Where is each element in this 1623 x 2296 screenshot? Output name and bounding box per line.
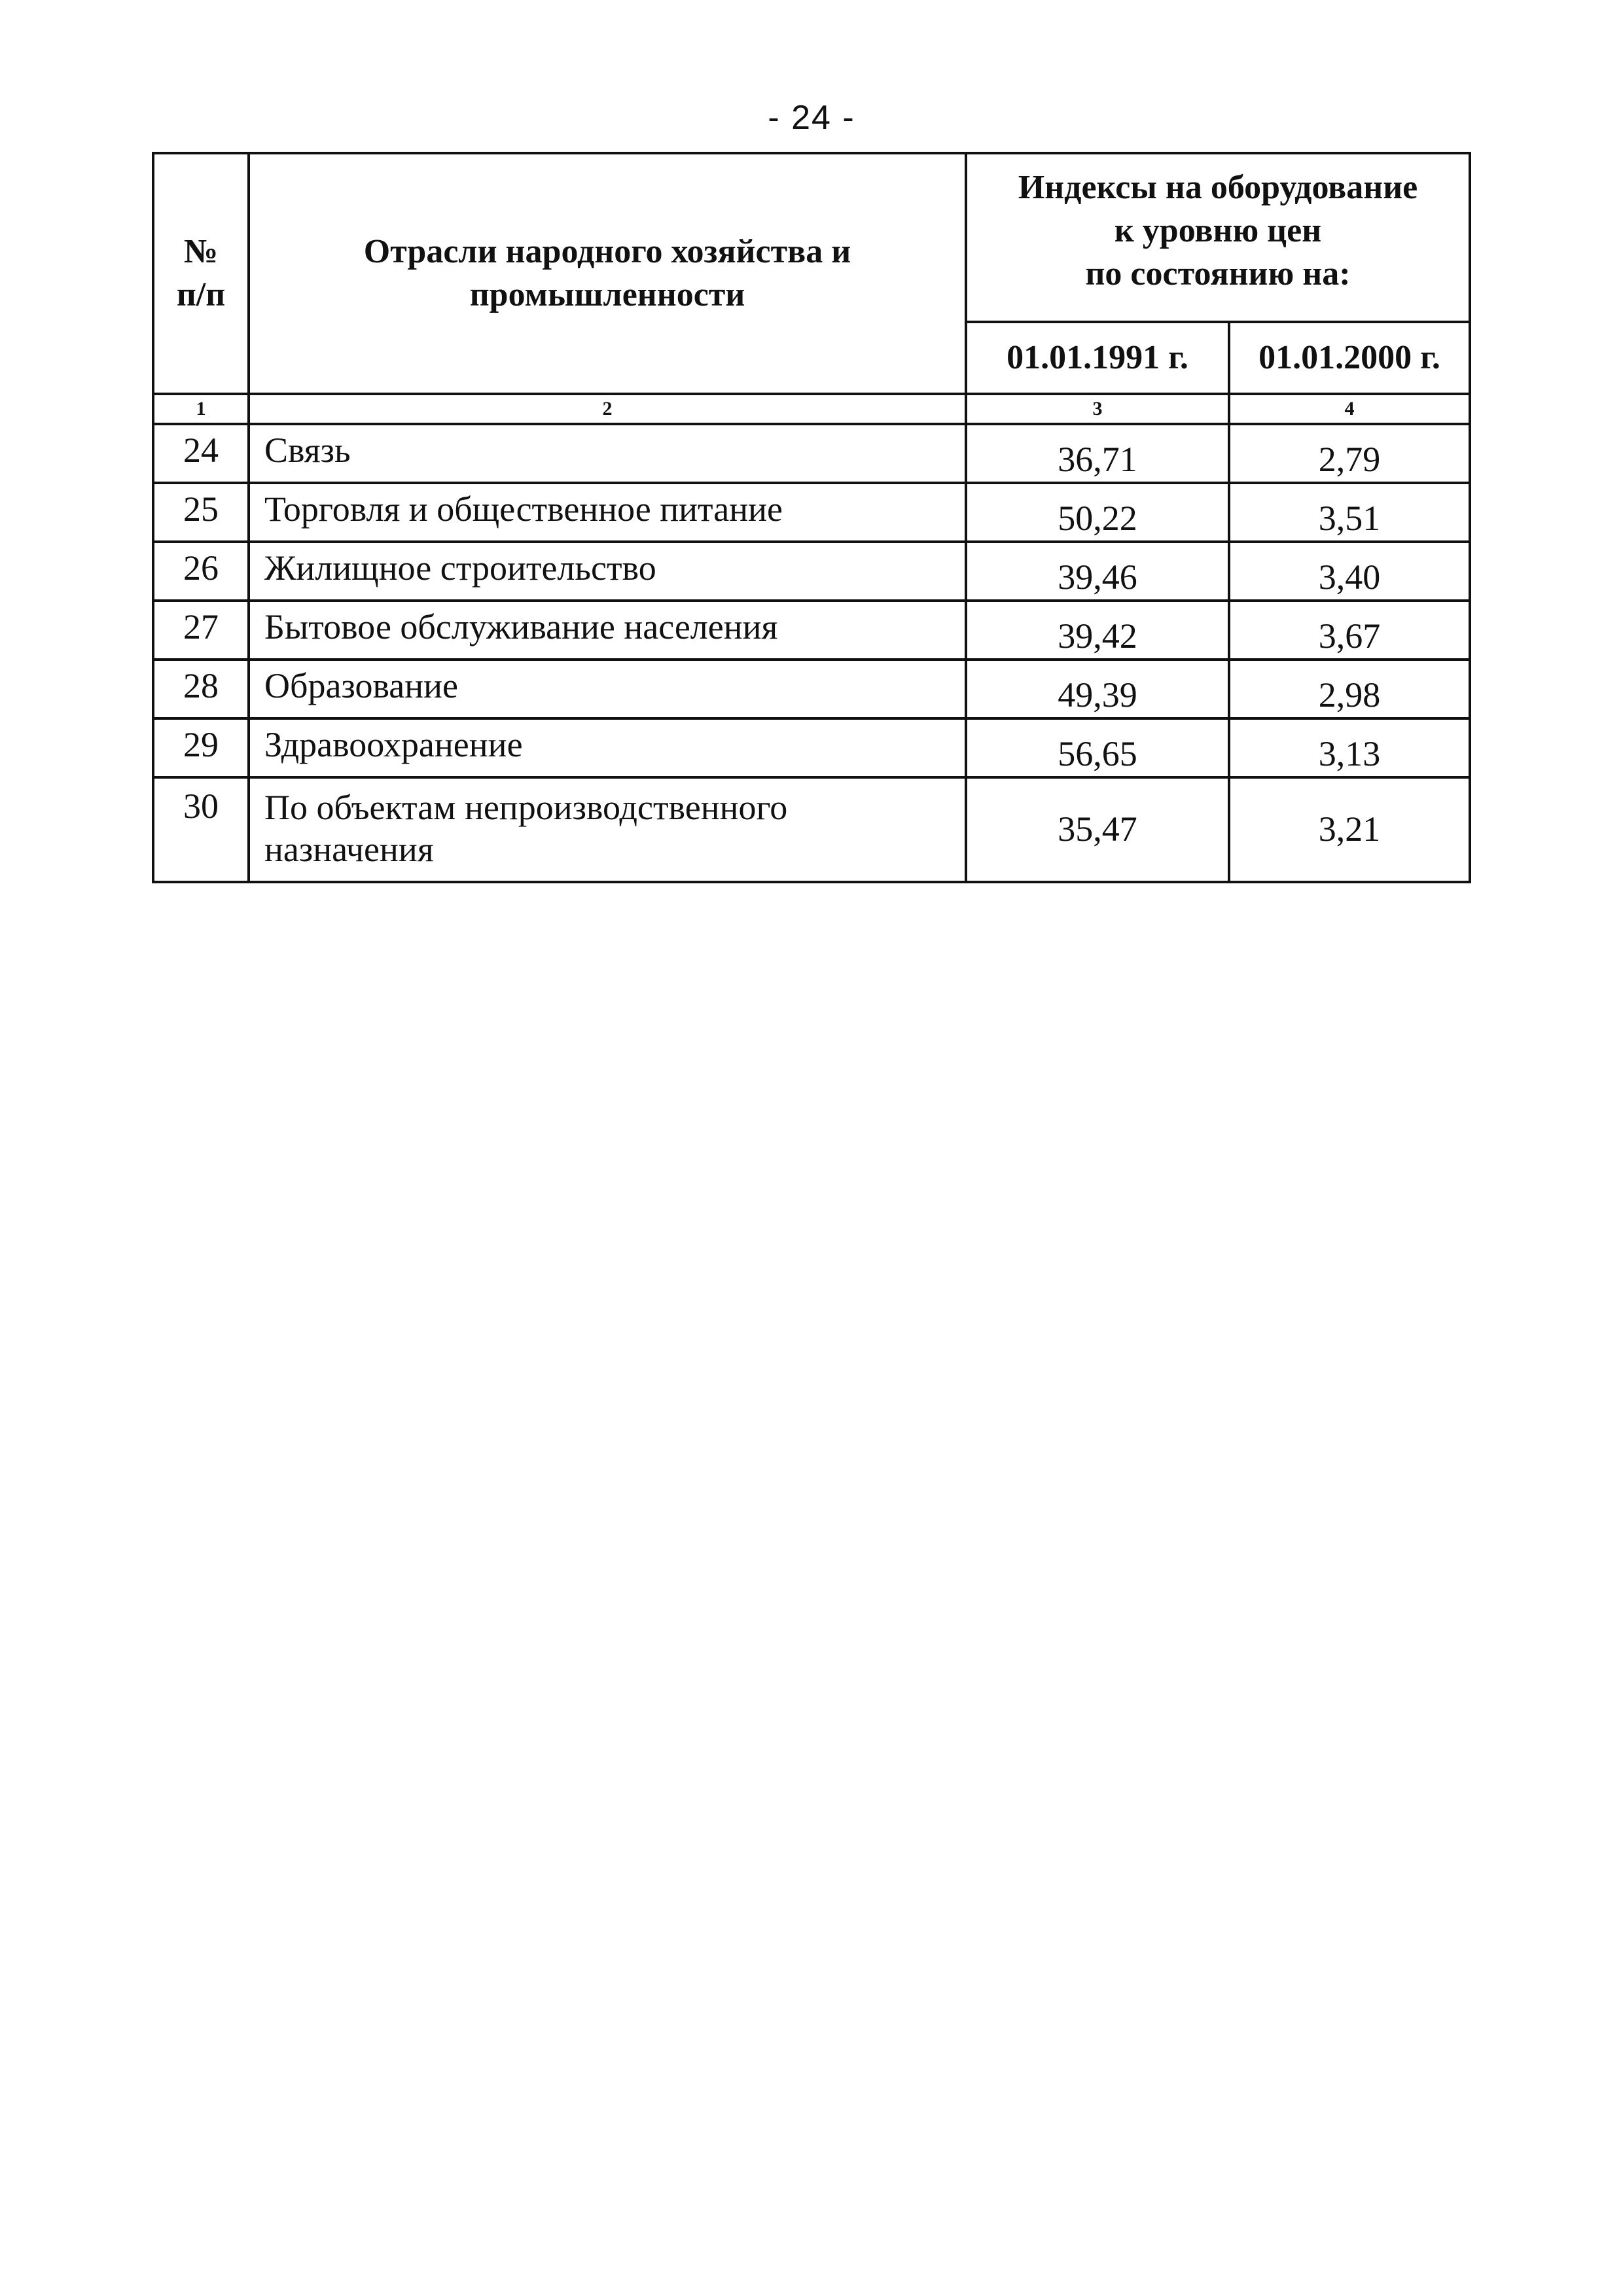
row-number: 28 [153, 660, 249, 718]
column-number: 2 [249, 394, 966, 424]
column-number-row [153, 394, 1470, 424]
header-date-1991: 01.01.1991 г. [966, 322, 1229, 394]
table-header-row [153, 153, 1470, 322]
row-index-1991: 39,46 [966, 542, 1229, 601]
row-industry: Здравоохранение [249, 718, 966, 777]
column-number: 1 [153, 394, 249, 424]
row-index-1991: 39,42 [966, 601, 1229, 660]
column-number: 4 [1229, 394, 1470, 424]
row-index-2000: 2,79 [1229, 424, 1470, 483]
table-row [153, 601, 1470, 660]
table-row [153, 660, 1470, 718]
table-row [153, 424, 1470, 483]
row-index-2000: 3,13 [1229, 718, 1470, 777]
row-index-1991: 50,22 [966, 483, 1229, 542]
table-row [153, 542, 1470, 601]
column-number: 3 [966, 394, 1229, 424]
row-industry: Бытовое обслуживание населения [249, 601, 966, 660]
row-index-2000: 3,67 [1229, 601, 1470, 660]
page-number: - 24 - [768, 99, 855, 137]
row-industry: Торговля и общественное питание [249, 483, 966, 542]
row-index-2000: 2,98 [1229, 660, 1470, 718]
table-row [153, 483, 1470, 542]
row-number: 27 [153, 601, 249, 660]
header-industry [249, 153, 966, 394]
header-indices-group [966, 153, 1470, 322]
header-number [153, 153, 249, 394]
header-indices-text: Индексы на оборудование к уровню цен по состоянию на: [1018, 169, 1418, 292]
row-number: 26 [153, 542, 249, 601]
row-index-1991: 56,65 [966, 718, 1229, 777]
table-row [153, 718, 1470, 777]
row-number: 30 [153, 777, 249, 882]
row-index-1991: 49,39 [966, 660, 1229, 718]
row-index-2000: 3,40 [1229, 542, 1470, 601]
row-industry: Образование [249, 660, 966, 718]
row-industry: Связь [249, 424, 966, 483]
price-index-table [152, 152, 1471, 883]
table-row [153, 777, 1470, 882]
row-index-2000: 3,51 [1229, 483, 1470, 542]
header-date-2000: 01.01.2000 г. [1229, 322, 1470, 394]
header-industry-text: Отрасли народного хозяйства и промышленности [363, 233, 851, 313]
row-index-1991: 36,71 [966, 424, 1229, 483]
row-industry: По объектам непроизводственного назначения [249, 777, 966, 882]
row-number: 29 [153, 718, 249, 777]
header-number-text: № п/п [176, 233, 226, 313]
row-index-2000: 3,21 [1229, 777, 1470, 882]
row-number: 24 [153, 424, 249, 483]
row-number: 25 [153, 483, 249, 542]
row-industry: Жилищное строительство [249, 542, 966, 601]
row-index-1991: 35,47 [966, 777, 1229, 882]
